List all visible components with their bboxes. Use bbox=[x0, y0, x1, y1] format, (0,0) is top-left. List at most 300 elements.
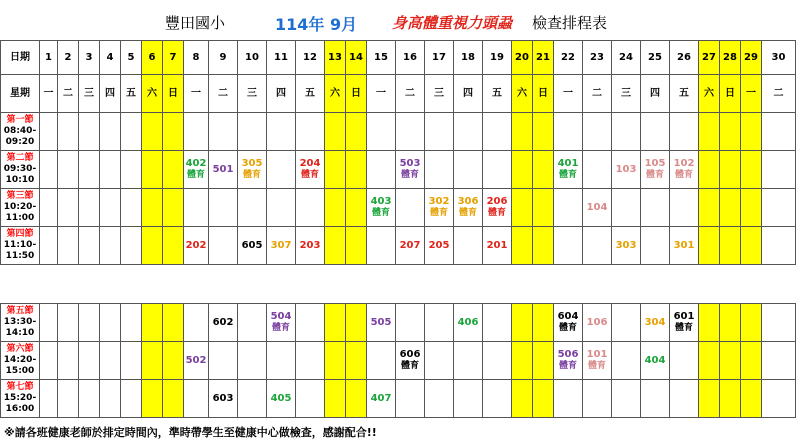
schedule-cell bbox=[238, 113, 267, 151]
schedule-cell bbox=[533, 189, 554, 227]
schedule-cell bbox=[483, 380, 512, 418]
period-label-cell bbox=[1, 342, 40, 380]
date-header-row bbox=[1, 41, 796, 75]
weekday-header-cell: 六 bbox=[699, 75, 720, 113]
schedule-cell bbox=[184, 304, 209, 342]
schedule-cell bbox=[533, 227, 554, 265]
schedule-cell bbox=[184, 227, 209, 265]
schedule-cell bbox=[454, 380, 483, 418]
schedule-cell bbox=[58, 113, 79, 151]
schedule-cell bbox=[512, 304, 533, 342]
gap-cell bbox=[454, 265, 483, 304]
schedule-cell bbox=[512, 113, 533, 151]
schedule-cell bbox=[533, 151, 554, 189]
schedule-cell bbox=[741, 151, 762, 189]
schedule-cell bbox=[454, 113, 483, 151]
schedule-cell bbox=[100, 227, 121, 265]
schedule-cell bbox=[641, 113, 670, 151]
period-time-end: 14:10 bbox=[5, 328, 35, 338]
schedule-cell bbox=[346, 113, 367, 151]
footnote: ※請各班健康老師於排定時間內，準時帶學生至健康中心做檢查，感謝配合!! bbox=[4, 426, 377, 439]
schedule-title bbox=[0, 8, 800, 34]
schedule-cell bbox=[483, 304, 512, 342]
schedule-cell bbox=[79, 113, 100, 151]
gap-cell bbox=[238, 265, 267, 304]
schedule-cell bbox=[100, 113, 121, 151]
schedule-cell bbox=[583, 380, 612, 418]
period-time-start: 10:20- bbox=[3, 202, 37, 212]
class-number: 403 bbox=[370, 196, 392, 207]
schedule-cell bbox=[670, 113, 699, 151]
gap-cell bbox=[762, 265, 796, 304]
schedule-cell bbox=[40, 380, 58, 418]
schedule-cell bbox=[512, 342, 533, 380]
schedule-cell bbox=[612, 342, 641, 380]
gap-cell bbox=[346, 265, 367, 304]
schedule-cell bbox=[325, 342, 346, 380]
weekday-header-cell: 四 bbox=[100, 75, 121, 113]
schedule-cell bbox=[346, 342, 367, 380]
gap-cell bbox=[40, 265, 58, 304]
schedule-cell bbox=[741, 113, 762, 151]
class-number: 505 bbox=[370, 316, 392, 328]
date-header-cell: 12 bbox=[296, 41, 325, 75]
schedule-cell bbox=[40, 113, 58, 151]
schedule-cell bbox=[670, 227, 699, 265]
exam-topic: 身高體重視力頭蝨 bbox=[392, 14, 513, 32]
weekday-header-cell: 二 bbox=[583, 75, 612, 113]
class-number: 606 bbox=[399, 349, 421, 360]
class-number: 503 bbox=[399, 158, 421, 169]
schedule-cell bbox=[142, 380, 163, 418]
gap-cell bbox=[1, 265, 40, 304]
schedule-cell bbox=[396, 304, 425, 342]
schedule-cell bbox=[483, 113, 512, 151]
schedule-cell bbox=[612, 380, 641, 418]
weekday-header-cell: 日 bbox=[346, 75, 367, 113]
schedule-cell bbox=[238, 151, 267, 189]
schedule-cell bbox=[612, 151, 641, 189]
date-header-cell: 6 bbox=[142, 41, 163, 75]
date-header-cell: 9 bbox=[209, 41, 238, 75]
date-header-cell: 13 bbox=[325, 41, 346, 75]
schedule-cell bbox=[121, 380, 142, 418]
schedule-cell bbox=[100, 304, 121, 342]
schedule-cell bbox=[741, 304, 762, 342]
period-time-end: 15:00 bbox=[5, 366, 35, 376]
schedule-cell bbox=[425, 189, 454, 227]
class-number: 103 bbox=[615, 163, 637, 175]
period-row bbox=[1, 189, 796, 227]
schedule-cell bbox=[583, 304, 612, 342]
class-number: 506 bbox=[557, 349, 579, 360]
schedule-cell bbox=[641, 342, 670, 380]
weekday-header-label: 星期 bbox=[1, 75, 40, 113]
schedule-cell bbox=[142, 189, 163, 227]
date-header-cell: 25 bbox=[641, 41, 670, 75]
gap-cell bbox=[670, 265, 699, 304]
gap-cell bbox=[425, 265, 454, 304]
weekday-header-cell: 日 bbox=[720, 75, 741, 113]
weekday-header-cell: 六 bbox=[325, 75, 346, 113]
weekday-header-cell: 三 bbox=[79, 75, 100, 113]
date-header-cell: 10 bbox=[238, 41, 267, 75]
schedule-cell bbox=[346, 151, 367, 189]
schedule-table bbox=[0, 40, 796, 418]
schedule-cell bbox=[58, 304, 79, 342]
class-subject: 體育 bbox=[242, 170, 261, 180]
schedule-cell bbox=[670, 189, 699, 227]
schedule-cell bbox=[554, 342, 583, 380]
period-name: 第二節 bbox=[6, 153, 34, 163]
class-number: 504 bbox=[270, 311, 292, 322]
schedule-cell bbox=[762, 342, 796, 380]
schedule-cell bbox=[483, 189, 512, 227]
date-header-cell: 23 bbox=[583, 41, 612, 75]
gap-cell bbox=[100, 265, 121, 304]
class-number: 203 bbox=[299, 239, 321, 251]
gap-cell bbox=[512, 265, 533, 304]
weekday-header-cell: 一 bbox=[554, 75, 583, 113]
date-header-cell: 5 bbox=[121, 41, 142, 75]
weekday-header-cell: 一 bbox=[40, 75, 58, 113]
schedule-cell bbox=[367, 113, 396, 151]
class-subject: 體育 bbox=[458, 208, 477, 218]
schedule-cell bbox=[454, 304, 483, 342]
date-header-cell: 14 bbox=[346, 41, 367, 75]
schedule-cell bbox=[720, 304, 741, 342]
weekday-header-cell: 一 bbox=[367, 75, 396, 113]
date-header-cell: 7 bbox=[163, 41, 184, 75]
class-number: 405 bbox=[270, 392, 292, 404]
weekday-header-cell: 五 bbox=[483, 75, 512, 113]
weekday-header-cell: 六 bbox=[142, 75, 163, 113]
schedule-cell bbox=[346, 189, 367, 227]
date-header-cell: 22 bbox=[554, 41, 583, 75]
schedule-cell bbox=[425, 380, 454, 418]
schedule-cell bbox=[184, 113, 209, 151]
schedule-cell bbox=[121, 342, 142, 380]
schedule-cell bbox=[184, 380, 209, 418]
class-number: 305 bbox=[241, 158, 263, 169]
schedule-cell bbox=[238, 380, 267, 418]
schedule-cell bbox=[699, 304, 720, 342]
schedule-cell bbox=[699, 342, 720, 380]
schedule-cell bbox=[612, 227, 641, 265]
gap-cell bbox=[641, 265, 670, 304]
weekday-header-cell: 二 bbox=[209, 75, 238, 113]
schedule-cell bbox=[238, 342, 267, 380]
schedule-cell bbox=[209, 189, 238, 227]
schedule-cell bbox=[512, 227, 533, 265]
period-name: 第三節 bbox=[6, 191, 34, 201]
weekday-header-cell: 三 bbox=[238, 75, 267, 113]
class-subject: 體育 bbox=[487, 208, 506, 218]
period-time-start: 13:30- bbox=[3, 317, 37, 327]
class-number: 106 bbox=[586, 316, 608, 328]
schedule-cell bbox=[762, 380, 796, 418]
date-header-cell: 4 bbox=[100, 41, 121, 75]
weekday-header-cell: 五 bbox=[296, 75, 325, 113]
gap-cell bbox=[612, 265, 641, 304]
gap-cell bbox=[533, 265, 554, 304]
period-name: 第七節 bbox=[6, 382, 34, 392]
period-time-start: 15:20- bbox=[3, 393, 37, 403]
schedule-cell bbox=[296, 304, 325, 342]
period-name: 第六節 bbox=[6, 344, 34, 354]
schedule-cell bbox=[238, 227, 267, 265]
schedule-cell bbox=[396, 227, 425, 265]
schedule-cell bbox=[79, 151, 100, 189]
schedule-cell bbox=[483, 151, 512, 189]
schedule-cell bbox=[720, 380, 741, 418]
schedule-cell bbox=[142, 151, 163, 189]
schedule-cell bbox=[79, 189, 100, 227]
class-number: 302 bbox=[428, 196, 450, 207]
period-label-cell bbox=[1, 113, 40, 151]
schedule-cell bbox=[483, 227, 512, 265]
class-subject: 體育 bbox=[674, 323, 693, 333]
schedule-cell bbox=[79, 227, 100, 265]
class-number: 104 bbox=[586, 201, 608, 213]
period-label-cell bbox=[1, 304, 40, 342]
schedule-cell bbox=[163, 380, 184, 418]
schedule-cell bbox=[367, 189, 396, 227]
schedule-cell bbox=[454, 227, 483, 265]
weekday-header-cell: 四 bbox=[267, 75, 296, 113]
schedule-cell bbox=[79, 380, 100, 418]
gap-cell bbox=[325, 265, 346, 304]
schedule-cell bbox=[238, 189, 267, 227]
schedule-cell bbox=[367, 304, 396, 342]
schedule-cell bbox=[58, 189, 79, 227]
class-subject: 體育 bbox=[186, 170, 205, 180]
schedule-cell bbox=[483, 342, 512, 380]
schedule-cell bbox=[40, 151, 58, 189]
schedule-cell bbox=[58, 227, 79, 265]
class-subject: 體育 bbox=[645, 170, 664, 180]
class-subject: 體育 bbox=[400, 170, 419, 180]
gap-cell bbox=[121, 265, 142, 304]
period-label-cell bbox=[1, 151, 40, 189]
schedule-cell bbox=[142, 227, 163, 265]
class-number: 105 bbox=[644, 158, 666, 169]
class-number: 502 bbox=[185, 354, 207, 366]
gap-cell bbox=[720, 265, 741, 304]
schedule-cell bbox=[58, 151, 79, 189]
class-number: 102 bbox=[673, 158, 695, 169]
schedule-cell bbox=[641, 380, 670, 418]
schedule-cell bbox=[612, 113, 641, 151]
schedule-cell bbox=[325, 227, 346, 265]
date-header-cell: 16 bbox=[396, 41, 425, 75]
weekday-header-cell: 一 bbox=[184, 75, 209, 113]
gap-cell bbox=[554, 265, 583, 304]
schedule-cell bbox=[163, 304, 184, 342]
schedule-cell bbox=[641, 227, 670, 265]
class-number: 201 bbox=[486, 239, 508, 251]
period-row bbox=[1, 342, 796, 380]
gap-cell bbox=[58, 265, 79, 304]
gap-cell bbox=[483, 265, 512, 304]
schedule-cell bbox=[163, 227, 184, 265]
date-header-cell: 3 bbox=[79, 41, 100, 75]
weekday-header-cell: 一 bbox=[741, 75, 762, 113]
schedule-cell bbox=[762, 151, 796, 189]
lunch-break-gap bbox=[1, 265, 796, 304]
schedule-month: 114年 9月 bbox=[275, 15, 358, 34]
schedule-cell bbox=[533, 342, 554, 380]
schedule-cell bbox=[741, 227, 762, 265]
schedule-cell bbox=[346, 227, 367, 265]
class-number: 303 bbox=[615, 239, 637, 251]
class-number: 407 bbox=[370, 392, 392, 404]
date-header-cell: 30 bbox=[762, 41, 796, 75]
period-time-end: 11:50 bbox=[5, 251, 35, 261]
period-row bbox=[1, 304, 796, 342]
schedule-cell bbox=[121, 151, 142, 189]
gap-cell bbox=[142, 265, 163, 304]
schedule-cell bbox=[762, 304, 796, 342]
schedule-cell bbox=[641, 189, 670, 227]
schedule-cell bbox=[296, 151, 325, 189]
class-number: 602 bbox=[212, 316, 234, 328]
schedule-cell bbox=[184, 151, 209, 189]
schedule-cell bbox=[583, 151, 612, 189]
period-row bbox=[1, 227, 796, 265]
schedule-cell bbox=[699, 151, 720, 189]
gap-cell bbox=[79, 265, 100, 304]
period-time-end: 10:10 bbox=[5, 175, 35, 185]
period-row bbox=[1, 151, 796, 189]
schedule-cell bbox=[554, 113, 583, 151]
schedule-cell bbox=[142, 113, 163, 151]
schedule-cell bbox=[267, 151, 296, 189]
period-row bbox=[1, 380, 796, 418]
class-subject: 體育 bbox=[558, 323, 577, 333]
schedule-cell bbox=[40, 227, 58, 265]
schedule-cell bbox=[425, 113, 454, 151]
date-header-cell: 20 bbox=[512, 41, 533, 75]
schedule-cell bbox=[163, 342, 184, 380]
schedule-cell bbox=[58, 342, 79, 380]
schedule-cell bbox=[40, 342, 58, 380]
gap-cell bbox=[396, 265, 425, 304]
schedule-cell bbox=[396, 113, 425, 151]
date-header-cell: 27 bbox=[699, 41, 720, 75]
class-number: 401 bbox=[557, 158, 579, 169]
schedule-cell bbox=[533, 304, 554, 342]
class-number: 307 bbox=[270, 239, 292, 251]
schedule-cell bbox=[583, 113, 612, 151]
schedule-cell bbox=[296, 380, 325, 418]
class-number: 301 bbox=[673, 239, 695, 251]
class-number: 604 bbox=[557, 311, 579, 322]
schedule-label: 檢查排程表 bbox=[532, 14, 608, 32]
weekday-header-cell: 四 bbox=[641, 75, 670, 113]
schedule-cell bbox=[209, 304, 238, 342]
weekday-header-cell: 四 bbox=[454, 75, 483, 113]
schedule-cell bbox=[238, 304, 267, 342]
schedule-cell bbox=[325, 151, 346, 189]
schedule-cell bbox=[100, 151, 121, 189]
class-number: 601 bbox=[673, 311, 695, 322]
schedule-cell bbox=[554, 380, 583, 418]
class-number: 603 bbox=[212, 392, 234, 404]
schedule-cell bbox=[58, 380, 79, 418]
class-number: 304 bbox=[644, 316, 666, 328]
schedule-cell bbox=[209, 151, 238, 189]
date-header-cell: 19 bbox=[483, 41, 512, 75]
schedule-cell bbox=[325, 380, 346, 418]
gap-cell bbox=[267, 265, 296, 304]
schedule-cell bbox=[533, 380, 554, 418]
gap-cell bbox=[699, 265, 720, 304]
class-number: 204 bbox=[299, 158, 321, 169]
schedule-cell bbox=[267, 304, 296, 342]
schedule-cell bbox=[762, 113, 796, 151]
schedule-cell bbox=[670, 151, 699, 189]
schedule-cell bbox=[40, 304, 58, 342]
schedule-cell bbox=[121, 189, 142, 227]
date-header-cell: 28 bbox=[720, 41, 741, 75]
date-header-cell: 21 bbox=[533, 41, 554, 75]
schedule-cell bbox=[121, 113, 142, 151]
weekday-header-row bbox=[1, 75, 796, 113]
schedule-cell bbox=[267, 189, 296, 227]
schedule-cell bbox=[367, 151, 396, 189]
weekday-header-cell: 五 bbox=[670, 75, 699, 113]
weekday-header-cell: 二 bbox=[58, 75, 79, 113]
schedule-cell bbox=[720, 189, 741, 227]
weekday-header-cell: 日 bbox=[533, 75, 554, 113]
class-number: 406 bbox=[457, 316, 479, 328]
schedule-cell bbox=[554, 189, 583, 227]
schedule-cell bbox=[762, 227, 796, 265]
period-time-end: 16:00 bbox=[5, 404, 35, 414]
schedule-cell bbox=[699, 227, 720, 265]
schedule-cell bbox=[367, 227, 396, 265]
schedule-cell bbox=[267, 227, 296, 265]
period-time-start: 09:30- bbox=[3, 164, 37, 174]
schedule-cell bbox=[670, 342, 699, 380]
class-number: 101 bbox=[586, 349, 608, 360]
schedule-cell bbox=[554, 151, 583, 189]
period-name: 第一節 bbox=[6, 115, 34, 125]
schedule-cell bbox=[583, 342, 612, 380]
period-name: 第五節 bbox=[6, 306, 34, 316]
schedule-cell bbox=[100, 189, 121, 227]
schedule-cell bbox=[40, 189, 58, 227]
class-subject: 體育 bbox=[429, 208, 448, 218]
schedule-cell bbox=[454, 342, 483, 380]
period-time-end: 11:00 bbox=[5, 213, 35, 223]
class-number: 202 bbox=[185, 239, 207, 251]
schedule-cell bbox=[670, 304, 699, 342]
schedule-cell bbox=[512, 189, 533, 227]
weekday-header-cell: 二 bbox=[762, 75, 796, 113]
schedule-cell bbox=[512, 151, 533, 189]
schedule-cell bbox=[425, 342, 454, 380]
schedule-cell bbox=[533, 113, 554, 151]
schedule-cell bbox=[720, 113, 741, 151]
class-number: 402 bbox=[185, 158, 207, 169]
schedule-cell bbox=[396, 189, 425, 227]
schedule-cell bbox=[121, 304, 142, 342]
schedule-cell bbox=[209, 227, 238, 265]
schedule-cell bbox=[612, 304, 641, 342]
class-subject: 體育 bbox=[674, 170, 693, 180]
